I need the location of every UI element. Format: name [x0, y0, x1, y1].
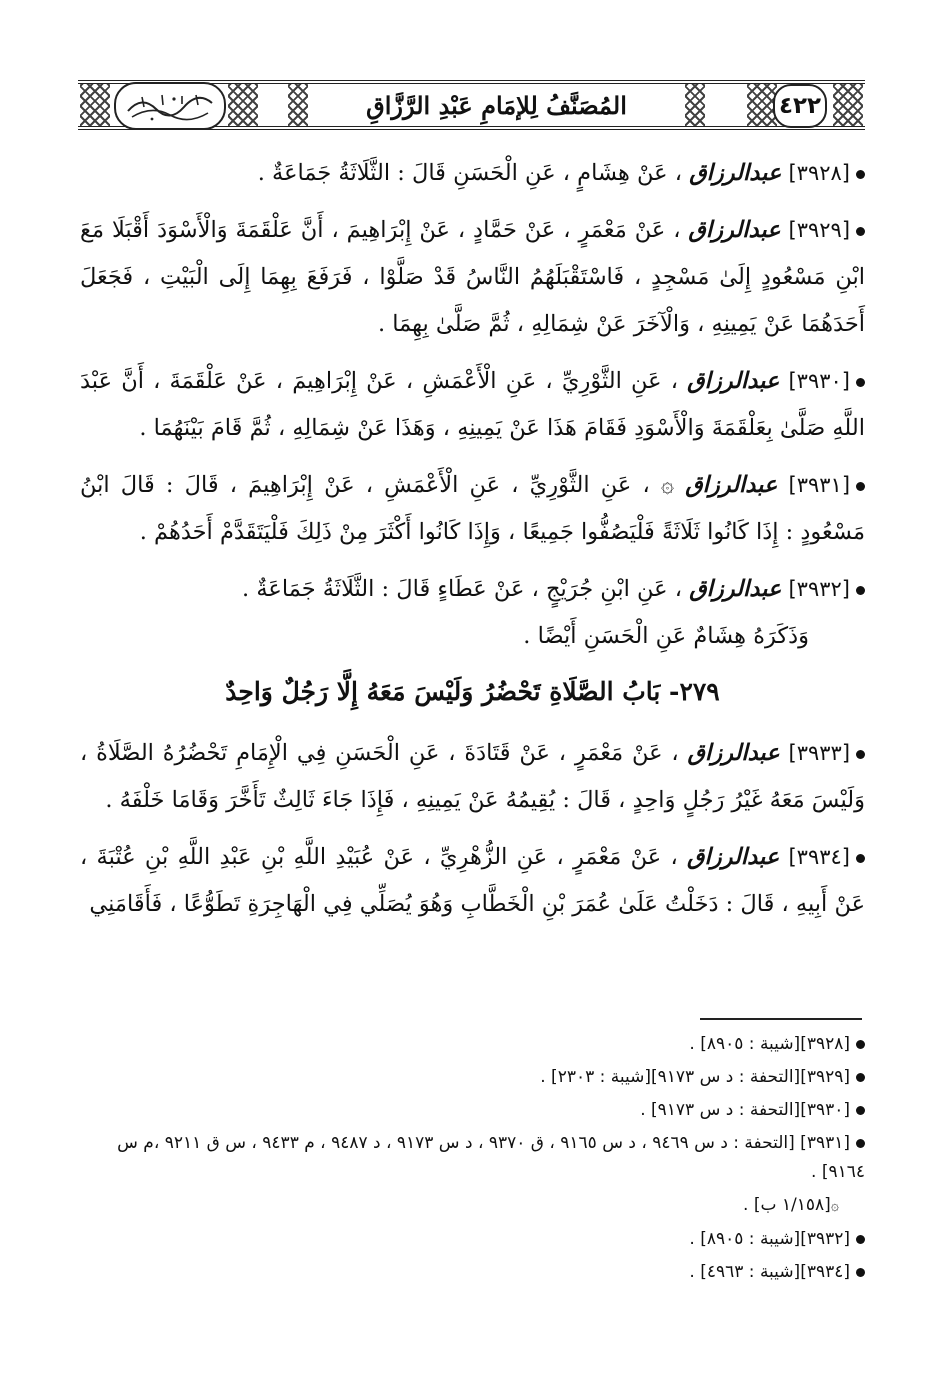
footnotes — [80, 1030, 865, 1291]
hadith-number: [٣٩٣١] — [788, 473, 851, 497]
hadith-number: [٣٩٣٠] — [788, 369, 850, 393]
footnote-divider — [700, 1018, 862, 1020]
footnote-text: [٣٩٣١] [التحفة : د س ٩٤٦٩ ، د س ٩١٦٥ ، ق ٩٣٧٠ ، د س ٩١٧٣ ، د ٩٤٨٧ ، م ٩٤٣٣ ، س ق ٩٢١١ ،م س ٩١٦٤] . — [117, 1133, 865, 1182]
footnote — [80, 1063, 865, 1092]
hadith-entry-3934 — [80, 834, 865, 928]
footnote-text: [١/١٥٨ ب] . — [743, 1195, 831, 1215]
narrator-name: عبدالرزاق — [689, 576, 782, 602]
ornament-pattern — [833, 83, 863, 127]
footnote-text: [٣٩٣٤][شيبة : ٤٩٦٣] . — [689, 1262, 850, 1282]
bullet-icon — [856, 1106, 865, 1115]
bullet-icon — [856, 1268, 865, 1277]
hadith-entry-3930 — [80, 358, 865, 452]
hadith-text: ، عَنْ هِشَامٍ ، عَنِ الْحَسَنِ قَالَ : الثَّلَاثَةُ جَمَاعَةٌ . — [257, 160, 683, 186]
hadith-number: [٣٩٢٩] — [788, 218, 851, 242]
hadith-entry-3928 — [80, 150, 865, 197]
footnote — [80, 1030, 865, 1059]
bullet-icon — [856, 854, 865, 863]
calligraphy-seal — [114, 82, 226, 130]
bullet-icon — [856, 170, 865, 179]
bullet-icon — [856, 586, 865, 595]
running-title: المُصَنَّفُ لِلإمَامِ عَبْدِ الرَّزَّاقِ — [318, 84, 675, 126]
footnote — [80, 1225, 865, 1254]
hadith-text: ، عَنْ مَعْمَرٍ ، عَنِ الزُّهْرِيِّ ، عَنْ عُبَيْدِ اللَّهِ بْنِ عَبْدِ اللَّهِ بْنِ عُتْبَةَ ، عَنْ أَبِيهِ ، قَالَ : دَخَلْتُ عَلَىٰ عُمَرَ بْنِ الْخَطَّابِ وَهُوَ يُصَلِّي فِي الْهَاجِرَةِ تَطَوُّعًا ، فَأَقَامَنِي — [80, 844, 865, 917]
footnote-text: [٣٩٢٨][شيبة : ٨٩٠٥] . — [689, 1034, 850, 1054]
footnote-text: [٣٩٣٢][شيبة : ٨٩٠٥] . — [689, 1229, 850, 1249]
hadith-entry-3931 — [80, 462, 865, 556]
page-number: ٤٢٢ — [773, 84, 827, 128]
ornament-pattern — [228, 83, 258, 127]
hadith-text: ، عَنِ الثَّوْرِيِّ ، عَنِ الْأَعْمَشِ ، عَنْ إِبْرَاهِيمَ ، عَنْ عَلْقَمَةَ ، أَنَّ عَبْدَ اللَّهِ صَلَّىٰ بِعَلْقَمَةَ وَالْأَسْوَدِ فَقَامَ هَذَا عَنْ يَمِينِهِ ، وَهَذَا عَنْ شِمَالِهِ ، ثُمَّ قَامَ بَيْنَهُمَا . — [80, 368, 865, 441]
hadith-text: ۞ ، عَنِ الثَّوْرِيِّ ، عَنِ الْأَعْمَشِ ، عَنْ إِبْرَاهِيمَ ، قَالَ : قَالَ ابْنُ مَسْعُودٍ : إِذَا كَانُوا ثَلَاثَةً فَلْيَصُفُّوا جَمِيعًا ، وَإِذَا كَانُوا أَكْثَرَ مِنْ ذَلِكَ فَلْيَتَقَدَّمْ أَحَدُهُمْ . — [80, 472, 865, 545]
narrator-name: عبدالرزاق — [687, 740, 780, 766]
page-marker-icon: ۞ — [830, 1198, 839, 1214]
main-text — [80, 150, 865, 938]
bullet-icon — [856, 227, 865, 236]
narrator-name: عبدالرزاق — [689, 160, 782, 186]
hadith-number: [٣٩٣٢] — [788, 577, 850, 601]
hadith-entry-3929 — [80, 207, 865, 348]
narrator-name: عبدالرزاق — [687, 844, 780, 870]
bullet-icon — [856, 750, 865, 759]
bullet-icon — [856, 482, 865, 491]
ornament-pattern — [288, 83, 308, 127]
bullet-icon — [856, 1073, 865, 1082]
bullet-icon — [856, 378, 865, 387]
hadith-number: [٣٩٣٣] — [788, 741, 851, 765]
footnote — [80, 1096, 865, 1125]
hadith-text: ، عَنْ مَعْمَرٍ ، عَنْ قَتَادَةَ ، عَنِ الْحَسَنِ فِي الْإِمَامِ تَحْضُرُهُ الصَّلَاةُ ، وَلَيْسَ مَعَهُ غَيْرُ رَجُلٍ وَاحِدٍ ، قَالَ : يُقِيمُهُ عَنْ يَمِينِهِ ، فَإِذَا جَاءَ ثَالِثٌ تَأَخَّرَ وَقَامَا خَلْفَهُ . — [80, 740, 865, 813]
footnote-page-marker — [80, 1191, 865, 1221]
narrator-name: عبدالرزاق — [685, 472, 778, 498]
ornament-pattern — [685, 83, 705, 127]
hadith-number: [٣٩٣٤] — [788, 845, 850, 869]
hadith-entry-3933 — [80, 730, 865, 824]
footnote-text: [٣٩٢٩][التحفة : د س ٩١٧٣][شيبة : ٢٣٠٣] . — [540, 1067, 850, 1087]
calligraphy-seal-icon — [122, 89, 218, 123]
hadith-text: ، عَنِ ابْنِ جُرَيْجٍ ، عَنْ عَطَاءٍ قَالَ : الثَّلَاثَةُ جَمَاعَةٌ . — [242, 576, 683, 602]
chapter-title: ٢٧٩- بَابُ الصَّلَاةِ تَحْضُرُ وَلَيْسَ مَعَهُ إِلَّا رَجُلٌ وَاحِدٌ — [225, 677, 720, 706]
bullet-icon — [856, 1040, 865, 1049]
footnote — [80, 1129, 865, 1187]
hadith-entry-3932 — [80, 566, 865, 660]
hadith-text: ، عَنْ مَعْمَرٍ ، عَنْ حَمَّادٍ ، عَنْ إِبْرَاهِيمَ ، أَنَّ عَلْقَمَةَ وَالْأَسْوَدَ أَقْبَلَا مَعَ ابْنِ مَسْعُودٍ إِلَىٰ مَسْجِدٍ ، فَاسْتَقْبَلَهُمُ النَّاسُ قَدْ صَلَّوْا ، فَرَفَعَ بِهِمَا إِلَى الْبَيْتِ ، فَجَعَلَ أَحَدَهُمَا عَنْ يَمِينِهِ ، وَالْآخَرَ عَنْ شِمَالِهِ ، ثُمَّ صَلَّىٰ بِهِمَا . — [80, 217, 865, 337]
running-header — [78, 80, 865, 130]
hadith-number: [٣٩٢٨] — [788, 161, 850, 185]
hadith-continuation: وَذَكَرَهُ هِشَامٌ عَنِ الْحَسَنِ أَيْضًا . — [523, 623, 809, 649]
narrator-name: عبدالرزاق — [687, 368, 780, 394]
footnote — [80, 1258, 865, 1287]
footnote-text: [٣٩٣٠][التحفة : د س ٩١٧٣] . — [640, 1100, 850, 1120]
bullet-icon — [856, 1139, 865, 1148]
narrator-name: عبدالرزاق — [688, 217, 781, 243]
ornament-pattern — [80, 83, 110, 127]
bullet-icon — [856, 1235, 865, 1244]
